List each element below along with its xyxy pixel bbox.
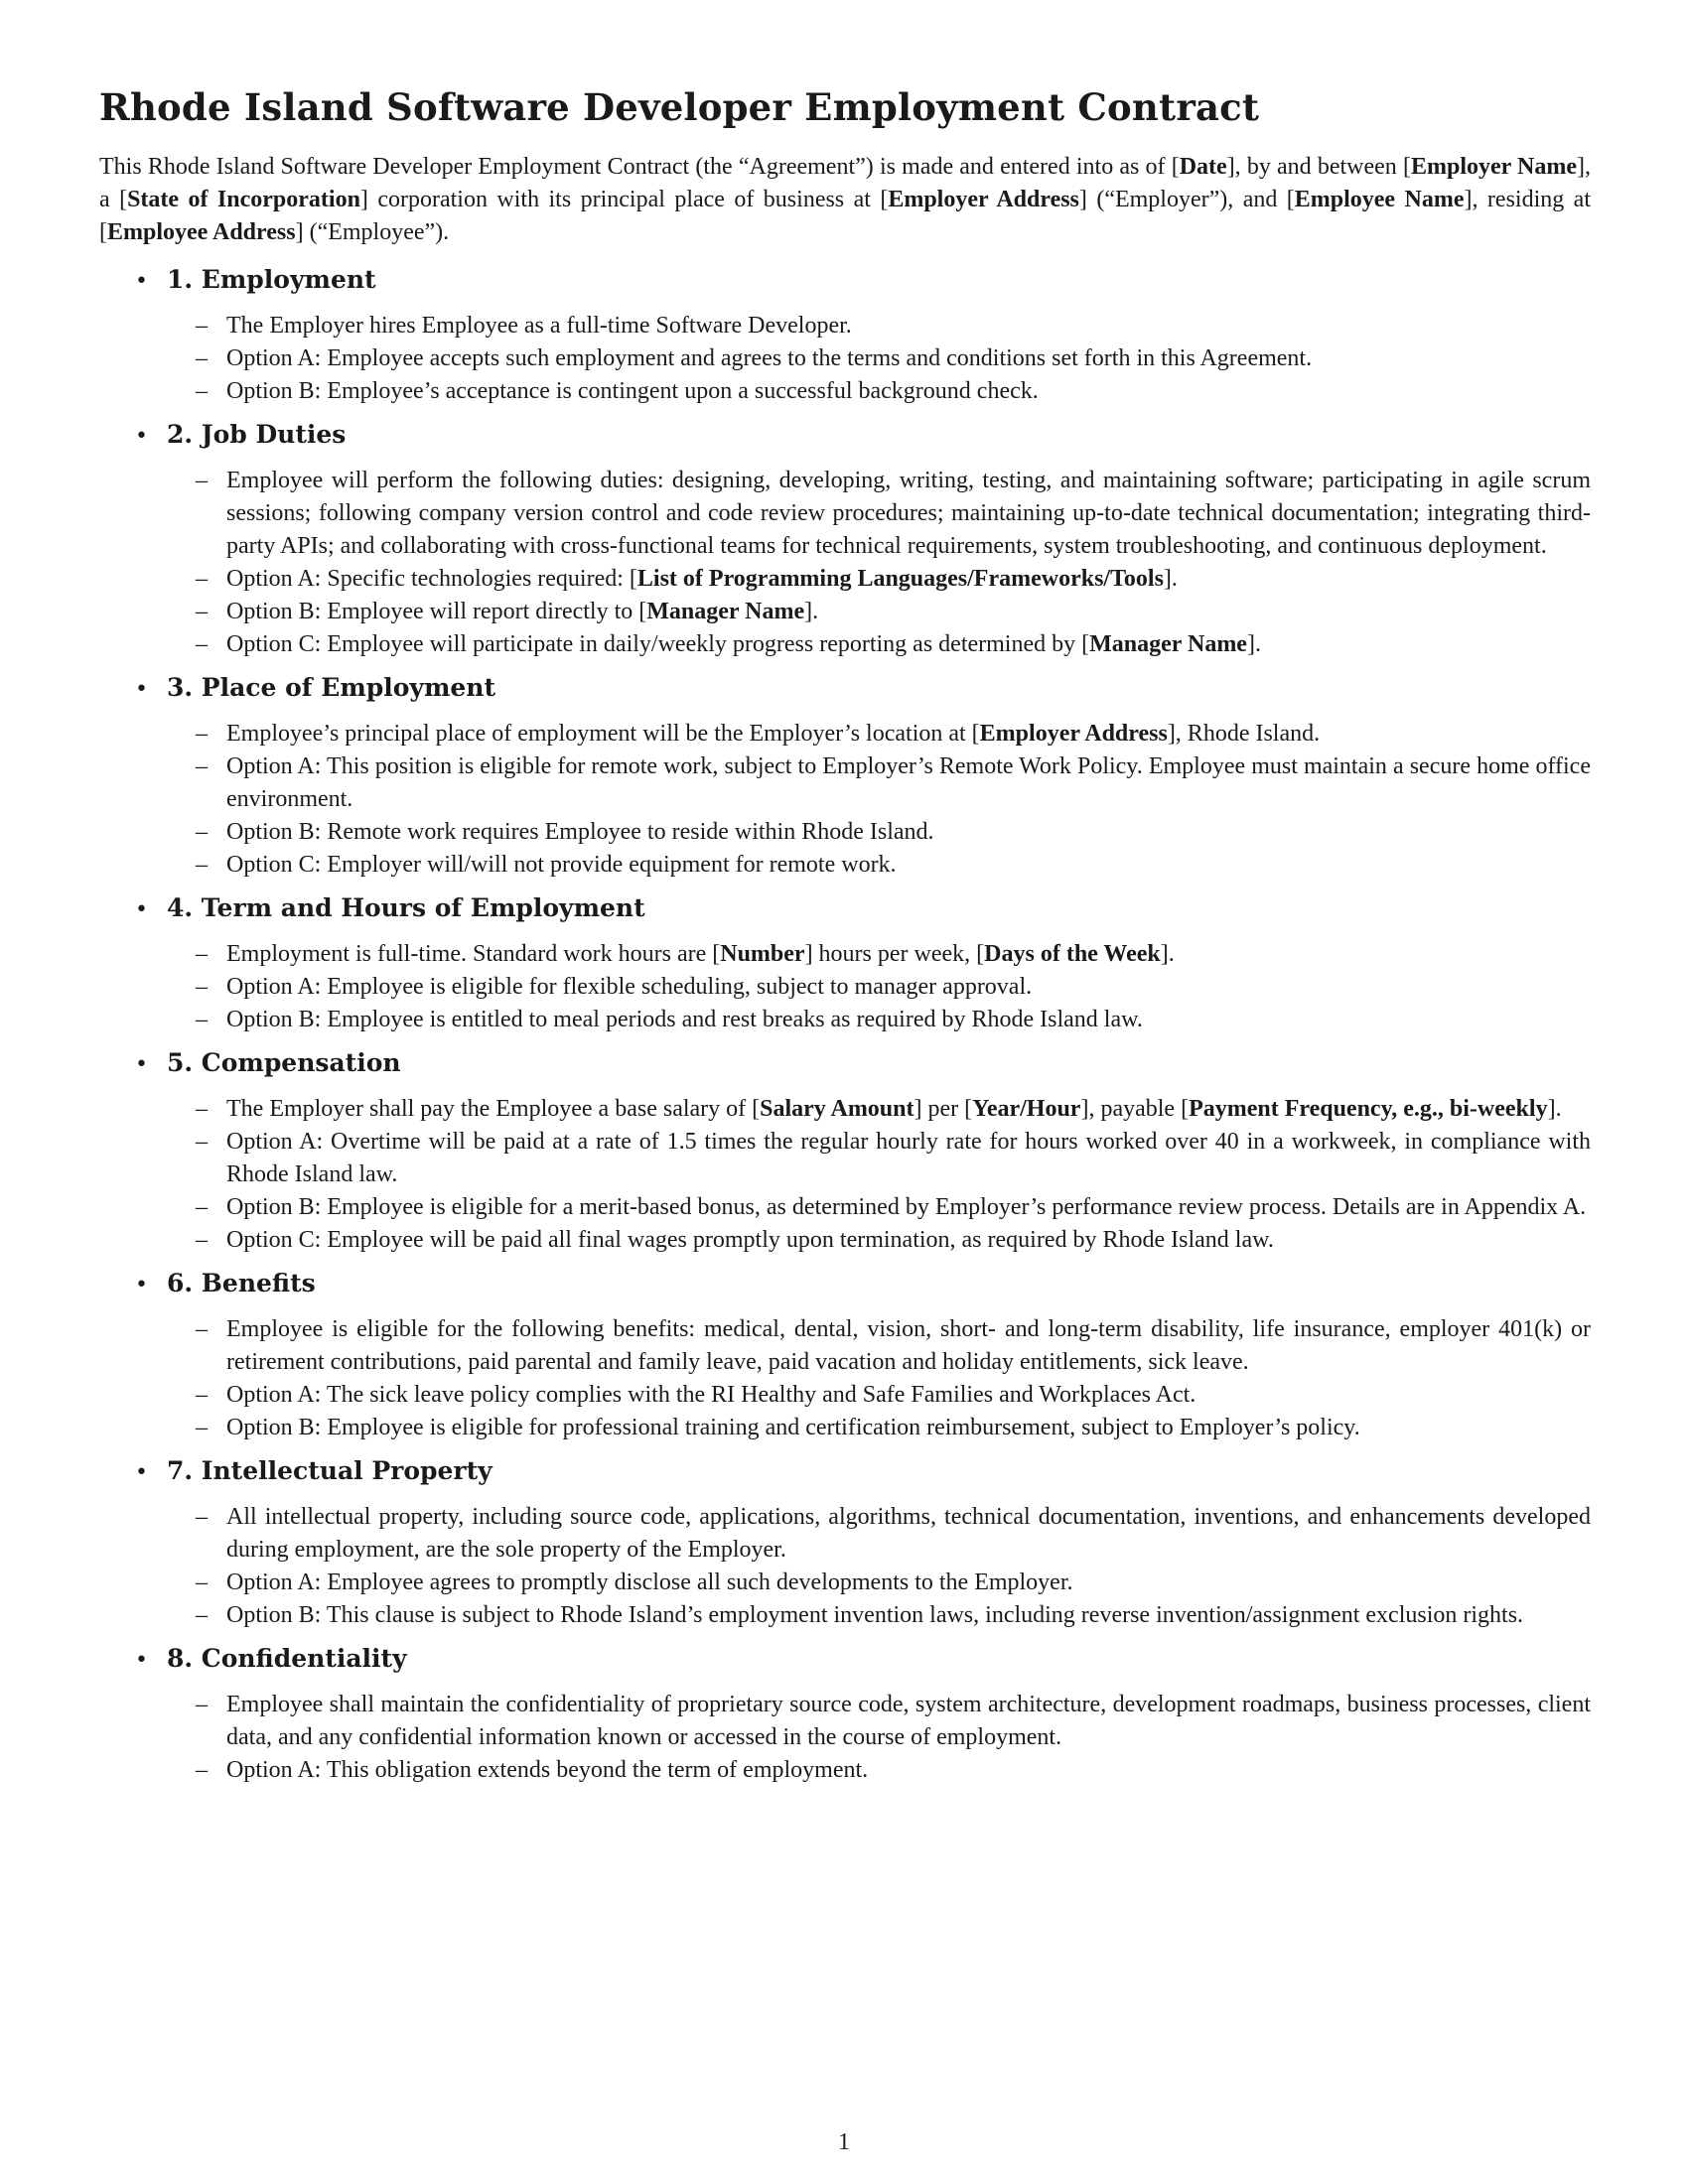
section-heading: 6. Benefits	[167, 1269, 316, 1297]
clause-item	[167, 310, 1591, 342]
clause-text: Employee will perform the following duties: designing, developing, writing, testing, and maintaining software; participating in agile scrum sessions; following company version control and code review procedures; maintaining up-to-date technical documentation; integrating third-party APIs; and collaborating with cross-functional teams for technical requirements, system troubleshooting, and continuous deployment.	[226, 468, 1591, 559]
clause-item	[167, 375, 1591, 408]
clause-item	[167, 816, 1591, 849]
clause-text: Option A: Employee accepts such employment and agrees to the terms and conditions set forth in this Agreement.	[226, 345, 1313, 371]
dash-icon: –	[196, 1692, 208, 1717]
dash-icon: –	[196, 819, 208, 845]
dash-icon: –	[196, 1504, 208, 1530]
dash-icon: –	[196, 941, 208, 967]
dash-icon: –	[196, 852, 208, 878]
dash-icon: –	[196, 1757, 208, 1783]
clause-item	[167, 971, 1591, 1004]
dash-icon: –	[196, 1602, 208, 1628]
placeholder-days-of-week: Days of the Week	[984, 941, 1161, 967]
clause-text: ].	[1163, 566, 1178, 592]
dash-icon: –	[196, 468, 208, 493]
clause-item	[167, 718, 1591, 751]
clause-item	[167, 849, 1591, 882]
clause-item	[167, 1567, 1591, 1599]
clause-list	[167, 310, 1591, 408]
clause-text: ].	[1246, 631, 1261, 657]
dash-icon: –	[196, 1316, 208, 1342]
clause-item	[167, 1412, 1591, 1444]
section-term-and-hours	[99, 891, 1591, 1036]
intro-text: ] corporation with its principal place of business at [	[359, 187, 889, 212]
clause-item	[167, 1313, 1591, 1379]
clause-list	[167, 718, 1591, 882]
section-heading: 7. Intellectual Property	[167, 1456, 492, 1485]
dash-icon: –	[196, 974, 208, 1000]
dash-icon: –	[196, 1096, 208, 1122]
clause-text: Option A: Specific technologies required: [	[226, 566, 637, 592]
placeholder-employer-name: Employer Name	[1410, 154, 1578, 180]
bullet-icon: •	[135, 897, 148, 922]
dash-icon: –	[196, 566, 208, 592]
dash-icon: –	[196, 1570, 208, 1595]
clause-text: The Employer hires Employee as a full-time Software Developer.	[226, 313, 852, 339]
section-heading: 3. Place of Employment	[167, 673, 496, 702]
bullet-icon: •	[135, 1460, 148, 1485]
dash-icon: –	[196, 721, 208, 747]
placeholder-date: Date	[1179, 154, 1227, 180]
clause-list	[167, 1093, 1591, 1257]
dash-icon: –	[196, 1415, 208, 1440]
clause-item	[167, 1191, 1591, 1224]
clause-item	[167, 563, 1591, 596]
clause-text: ], Rhode Island.	[1167, 721, 1321, 747]
intro-text: ] (“Employer”), and [	[1078, 187, 1295, 212]
clause-text: Employment is full-time. Standard work hours are [	[226, 941, 721, 967]
placeholder-state: State of Incorporation	[127, 187, 360, 212]
clause-text: ].	[1160, 941, 1175, 967]
clause-text: ].	[1547, 1096, 1562, 1122]
placeholder-manager-name: Manager Name	[646, 599, 805, 624]
bullet-icon: •	[135, 677, 148, 702]
placeholder-technologies: List of Programming Languages/Frameworks/Tools	[636, 566, 1164, 592]
clause-item	[167, 1689, 1591, 1754]
clause-text: The Employer shall pay the Employee a base salary of [	[226, 1096, 761, 1122]
intro-text: ], by and between [	[1226, 154, 1411, 180]
placeholder-employee-address: Employee Address	[107, 219, 296, 245]
dash-icon: –	[196, 378, 208, 404]
bullet-icon: •	[135, 1273, 148, 1297]
section-benefits	[99, 1267, 1591, 1444]
clause-text: Option B: Employee will report directly to [	[226, 599, 647, 624]
clause-item	[167, 938, 1591, 971]
clause-item	[167, 751, 1591, 816]
clause-item	[167, 628, 1591, 661]
clause-item	[167, 1004, 1591, 1036]
placeholder-manager-name: Manager Name	[1089, 631, 1247, 657]
placeholder-year-hour: Year/Hour	[972, 1096, 1081, 1122]
clause-text: Option B: Employee’s acceptance is contingent upon a successful background check.	[226, 378, 1039, 404]
dash-icon: –	[196, 1382, 208, 1408]
clause-text: Employee shall maintain the confidentiality of proprietary source code, system architecture, development roadmaps, business processes, client data, and any confidential information known or accessed in the course of employment.	[226, 1692, 1591, 1750]
bullet-icon: •	[135, 1648, 148, 1673]
placeholder-employer-address: Employer Address	[888, 187, 1079, 212]
clause-text: Option B: Employee is eligible for professional training and certification reimbursement, subject to Employer’s policy.	[226, 1415, 1360, 1440]
clause-item	[167, 596, 1591, 628]
clause-item	[167, 1599, 1591, 1632]
placeholder-employer-address: Employer Address	[979, 721, 1168, 747]
placeholder-salary-amount: Salary Amount	[760, 1096, 914, 1122]
section-list	[99, 263, 1591, 1787]
clause-item	[167, 1224, 1591, 1257]
clause-text: Option B: Employee is entitled to meal periods and rest breaks as required by Rhode Island law.	[226, 1007, 1143, 1032]
clause-list	[167, 465, 1591, 661]
section-heading: 4. Term and Hours of Employment	[167, 893, 645, 922]
dash-icon: –	[196, 1007, 208, 1032]
clause-text: Option A: The sick leave policy complies with the RI Healthy and Safe Families and Workplaces Act.	[226, 1382, 1196, 1408]
clause-item	[167, 342, 1591, 375]
dash-icon: –	[196, 1227, 208, 1253]
bullet-icon: •	[135, 269, 148, 294]
section-compensation	[99, 1046, 1591, 1257]
clause-text: Option A: This position is eligible for remote work, subject to Employer’s Remote Work Policy. Employee must maintain a secure home office environment.	[226, 753, 1591, 812]
clause-text: Employee is eligible for the following benefits: medical, dental, vision, short- and long-term disability, life insurance, employer 401(k) or retirement contributions, paid parental and family leave, paid vacation and holiday entitlements, sick leave.	[226, 1316, 1591, 1375]
clause-text: Option A: Overtime will be paid at a rate of 1.5 times the regular hourly rate for hours worked over 40 in a workweek, in compliance with Rhode Island law.	[226, 1129, 1591, 1187]
section-job-duties	[99, 418, 1591, 661]
clause-text: Option A: This obligation extends beyond the term of employment.	[226, 1757, 869, 1783]
intro-text: This Rhode Island Software Developer Employment Contract (the “Agreement”) is made and entered into as of [	[99, 154, 1180, 180]
section-heading: 2. Job Duties	[167, 420, 347, 449]
clause-text: Option A: Employee is eligible for flexible scheduling, subject to manager approval.	[226, 974, 1033, 1000]
clause-text: Option B: This clause is subject to Rhode Island’s employment invention laws, including reverse invention/assignment exclusion rights.	[226, 1602, 1524, 1628]
document-page	[99, 85, 1591, 1795]
section-intellectual-property	[99, 1454, 1591, 1632]
intro-paragraph	[99, 151, 1591, 249]
clause-text: Option B: Employee is eligible for a merit-based bonus, as determined by Employer’s performance review process. Details are in Appendix A.	[226, 1194, 1587, 1220]
dash-icon: –	[196, 345, 208, 371]
page-number: 1	[838, 2129, 850, 2155]
dash-icon: –	[196, 599, 208, 624]
dash-icon: –	[196, 1194, 208, 1220]
intro-text: ], a [	[99, 154, 1592, 212]
clause-list	[167, 1313, 1591, 1444]
clause-text: ], payable [	[1080, 1096, 1190, 1122]
section-place-of-employment	[99, 671, 1591, 882]
bullet-icon: •	[135, 424, 148, 449]
intro-text: ] (“Employee”).	[295, 219, 450, 245]
document-title: Rhode Island Software Developer Employment Contract	[99, 85, 1260, 129]
clause-text: ] per [	[914, 1096, 973, 1122]
dash-icon: –	[196, 753, 208, 779]
clause-text: ].	[804, 599, 819, 624]
clause-text: Employee’s principal place of employment will be the Employer’s location at [	[226, 721, 980, 747]
clause-item	[167, 1501, 1591, 1567]
clause-item	[167, 1379, 1591, 1412]
dash-icon: –	[196, 631, 208, 657]
section-heading: 5. Compensation	[167, 1048, 401, 1077]
intro-text: ], residing at [	[99, 187, 1591, 245]
placeholder-employee-name: Employee Name	[1294, 187, 1465, 212]
section-heading: 8. Confidentiality	[167, 1644, 407, 1673]
clause-item	[167, 1126, 1591, 1191]
clause-text: Option A: Employee agrees to promptly disclose all such developments to the Employer.	[226, 1570, 1073, 1595]
placeholder-payment-frequency: Payment Frequency, e.g., bi-weekly	[1189, 1096, 1548, 1122]
clause-list	[167, 938, 1591, 1036]
clause-list	[167, 1689, 1591, 1787]
dash-icon: –	[196, 1129, 208, 1155]
section-heading: 1. Employment	[167, 265, 376, 294]
placeholder-number: Number	[720, 941, 805, 967]
dash-icon: –	[196, 313, 208, 339]
bullet-icon: •	[135, 1052, 148, 1077]
section-employment	[99, 263, 1591, 408]
clause-list	[167, 1501, 1591, 1632]
clause-item	[167, 1093, 1591, 1126]
clause-item	[167, 1754, 1591, 1787]
clause-item	[167, 465, 1591, 563]
clause-text: Option C: Employer will/will not provide equipment for remote work.	[226, 852, 897, 878]
clause-text: Option C: Employee will participate in daily/weekly progress reporting as determined by [	[226, 631, 1090, 657]
clause-text: ] hours per week, [	[804, 941, 985, 967]
section-confidentiality	[99, 1642, 1591, 1787]
clause-text: Option C: Employee will be paid all final wages promptly upon termination, as required by Rhode Island law.	[226, 1227, 1274, 1253]
clause-text: All intellectual property, including source code, applications, algorithms, technical documentation, inventions, and enhancements developed during employment, are the sole property of the Employer.	[226, 1504, 1591, 1563]
clause-text: Option B: Remote work requires Employee to reside within Rhode Island.	[226, 819, 934, 845]
